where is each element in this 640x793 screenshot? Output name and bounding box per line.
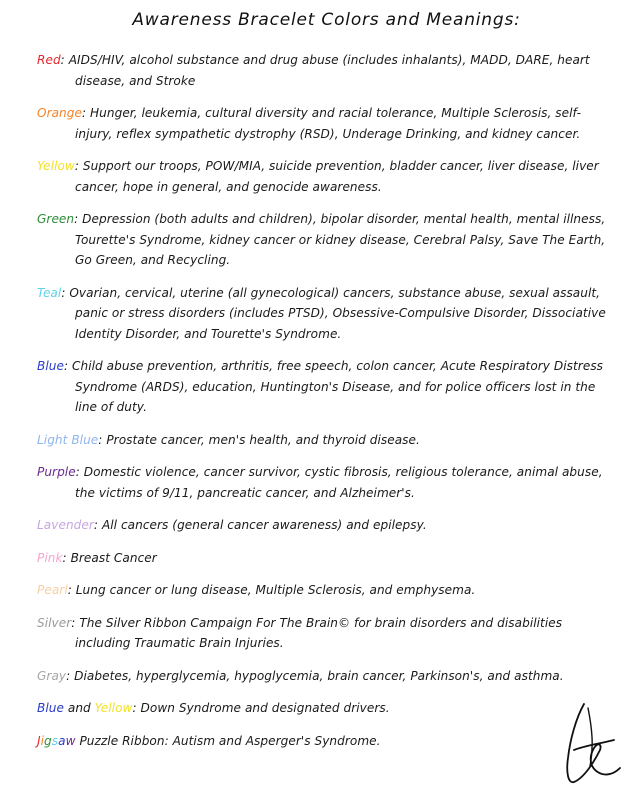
color-label-yellow: Yellow [94, 701, 133, 715]
separator: : [60, 53, 69, 67]
entry-teal [37, 283, 616, 345]
entry-purple [37, 462, 616, 503]
page-title: Awareness Bracelet Colors and Meanings: [132, 10, 521, 30]
entry-silver [37, 613, 616, 654]
jigsaw-word [37, 734, 76, 748]
separator: : [98, 432, 107, 447]
color-label: Gray [37, 668, 67, 683]
entry-blue [37, 356, 616, 418]
jigsaw-letter: s [51, 733, 59, 748]
color-label: Pink [37, 550, 63, 565]
entry-blue-yellow [37, 698, 616, 719]
separator: : [81, 106, 91, 120]
separator: : [132, 701, 141, 715]
entry-description: Diabetes, hyperglycemia, hypoglycemia, brain cancer, Parkinson's, and asthma. [74, 668, 564, 683]
jigsaw-letter: a [58, 733, 66, 748]
color-label: Lavender [37, 518, 94, 532]
entry-light-blue [37, 430, 616, 451]
jigsaw-letter: g [44, 733, 52, 748]
entry-description: Child abuse prevention, arthritis, free speech, colon cancer, Acute Respiratory Distress Syndrome (ARDS), education, Huntington's Disease, and for police officers lost in the line of duty. [72, 359, 604, 414]
color-label: Pearl [37, 583, 68, 597]
entry-description: Support our troops, POW/MIA, suicide prevention, bladder cancer, liver disease, liver cancer, hope in general, and genocide awareness. [75, 159, 599, 194]
entry-description: Prostate cancer, men's health, and thyroid disease. [106, 432, 420, 447]
color-label: Light Blue [37, 432, 99, 447]
separator: : [63, 359, 72, 373]
entry-description: The Silver Ribbon Campaign For The Brain© for brain disorders and disabilities including Traumatic Brain Injuries. [75, 615, 563, 650]
entry-description: Hunger, leukemia, cultural diversity and racial tolerance, Multiple Sclerosis, self-injury, reflex sympathetic dystrophy (RSD), Underage Drinking, and kidney cancer. [75, 106, 582, 141]
entry-red [37, 50, 616, 91]
separator: : [93, 518, 102, 532]
jigsaw-letter: J [37, 733, 41, 748]
separator: : [71, 615, 80, 630]
jigsaw-letter: w [65, 733, 76, 748]
color-label: Purple [37, 465, 76, 479]
entry-description: All cancers (general cancer awareness) and epilepsy. [101, 518, 427, 532]
color-label: Orange [37, 106, 82, 120]
separator: : [74, 159, 83, 173]
signature-mark [554, 698, 624, 790]
separator: : [67, 583, 76, 597]
and-text: and [63, 701, 95, 715]
color-label: Blue [37, 359, 64, 373]
separator: : [75, 465, 84, 479]
entry-description: Breast Cancer [70, 550, 157, 565]
entry-description: Ovarian, cervical, uterine (all gynecological) cancers, substance abuse, sexual assault, panic or stress disorders (includes PTSD), Obsessive-Compulsive Disorder, Dissociative Identity Disorder, and Tourette's Syndrome. [69, 285, 606, 341]
color-label-blue: Blue [37, 701, 64, 715]
separator: : [61, 285, 70, 300]
entry-green [37, 209, 616, 271]
entry-description: Down Syndrome and designated drivers. [140, 701, 390, 715]
jigsaw-letter: i [40, 733, 45, 748]
entry-lavender [37, 515, 616, 536]
entry-list [37, 50, 616, 686]
color-label: Red [37, 53, 61, 67]
entry-description: Depression (both adults and children), bipolar disorder, mental health, mental illness, Tourette's Syndrome, kidney cancer or kidney disease, Cerebral Palsy, Save The Earth, Go Green, and Recycling. [75, 212, 606, 267]
entry-description: Domestic violence, cancer survivor, cystic fibrosis, religious tolerance, animal abuse, the victims of 9/11, pancreatic cancer, and Alzheimer's. [75, 465, 603, 500]
entry-pink [37, 548, 616, 569]
entry-pearl [37, 580, 616, 601]
color-label: Teal [37, 285, 62, 300]
entry-orange [37, 103, 616, 144]
separator: : [62, 550, 71, 565]
entry-description: AIDS/HIV, alcohol substance and drug abuse (includes inhalants), MADD, DARE, heart disease, and Stroke [68, 53, 590, 88]
entry-description: Puzzle Ribbon: Autism and Asperger's Syndrome. [75, 733, 381, 748]
entry-gray [37, 666, 616, 687]
entry-description: Lung cancer or lung disease, Multiple Sclerosis, and emphysema. [75, 583, 476, 597]
entry-jigsaw [37, 731, 616, 752]
separator: : [74, 212, 83, 226]
color-label: Green [37, 212, 75, 226]
color-label: Silver [37, 615, 72, 630]
color-label: Yellow [37, 159, 75, 173]
entry-yellow [37, 156, 616, 197]
separator: : [66, 668, 75, 683]
